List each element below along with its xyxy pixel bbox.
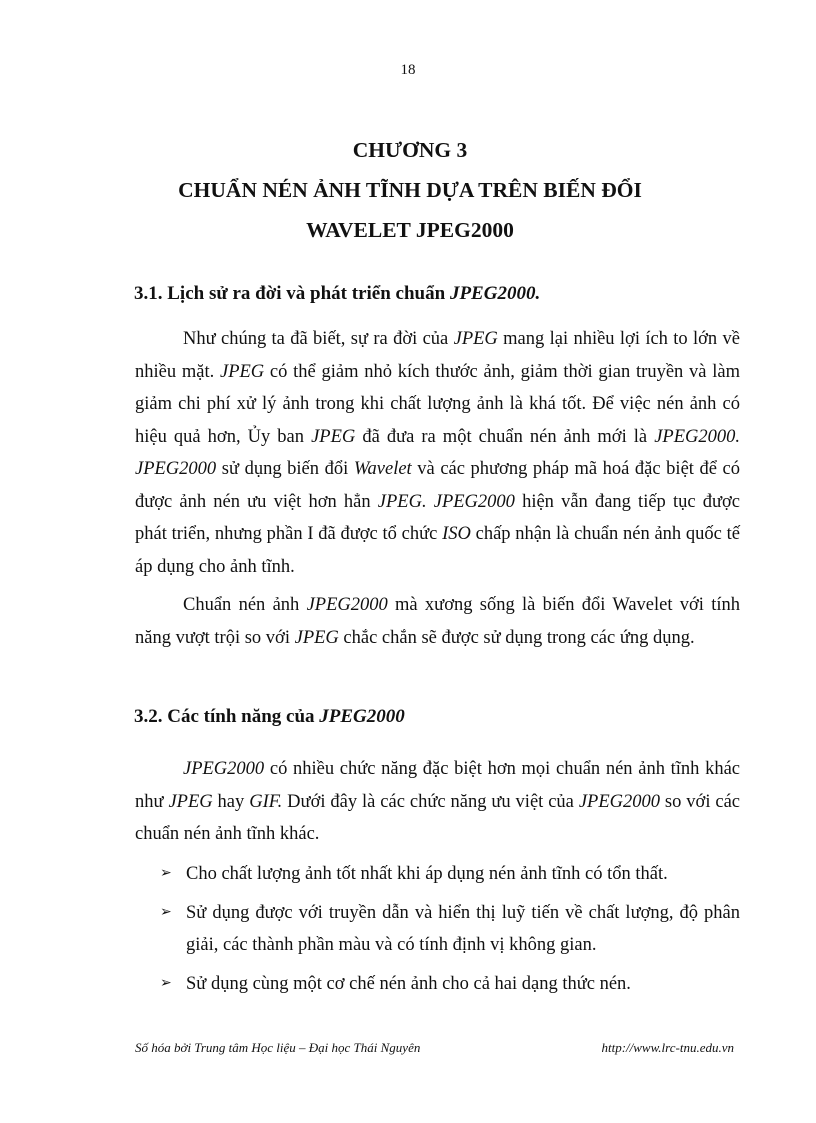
page-number: 18: [400, 62, 416, 78]
section-1-heading: [134, 283, 540, 305]
arrow-right-icon: ➢: [160, 904, 172, 920]
chapter-title: [100, 130, 720, 250]
emphasis-text: JPEG: [294, 627, 339, 648]
emphasis-text: GIF.: [249, 791, 283, 812]
emphasis-text: JPEG2000: [578, 791, 660, 812]
emphasis-text: JPEG: [311, 426, 356, 447]
emphasis-text: JPEG2000. JPEG2000: [135, 426, 741, 479]
body-text: đã đưa ra một chuẩn nén ảnh mới là: [355, 426, 655, 447]
section-1-paragraph-2: [135, 589, 740, 654]
section-2-heading: [134, 706, 405, 728]
body-text: và các phương pháp mã hoá đặc biệt để có được ảnh nén ưu việt hơn hẳn: [135, 459, 741, 512]
body-text: chắc chắn sẽ được sử dụng trong các ứng dụng.: [338, 627, 695, 648]
body-text: mang lại nhiều lợi ích to lớn về nhiều mặt.: [135, 329, 740, 382]
section-2-heading-text: 3.2. Các tính năng của: [134, 706, 320, 727]
list-item: [160, 897, 740, 962]
section-1-heading-emph: JPEG2000.: [449, 283, 541, 304]
emphasis-text: ISO: [442, 524, 471, 544]
arrow-right-icon: ➢: [160, 975, 172, 991]
section-1-paragraph-1: [135, 323, 740, 583]
emphasis-text: JPEG: [219, 361, 265, 382]
body-text: hay: [212, 791, 250, 812]
section-2-body: [135, 753, 740, 851]
chapter-label: CHƯƠNG 3: [352, 138, 468, 162]
footer-source: Số hóa bởi Trung tâm Học liệu – Đại học Thái Nguyên: [135, 1040, 421, 1055]
body-text: mà xương sống là biến đổi Wavelet với tính năng vượt trội so với: [135, 595, 740, 648]
body-text: sử dụng biến đổi: [216, 459, 354, 479]
chapter-title-line-2: WAVELET JPEG2000: [306, 218, 514, 242]
body-text: có nhiều chức năng đặc biệt hơn mọi chuẩn nén ảnh tĩnh khác như: [135, 759, 740, 812]
footer-url[interactable]: http://www.lrc-tnu.edu.vn: [601, 1040, 734, 1055]
section-2-paragraph-1: [135, 753, 740, 851]
emphasis-text: JPEG: [168, 791, 213, 812]
section-2-heading-emph: JPEG2000: [319, 706, 405, 727]
emphasis-text: JPEG: [453, 329, 498, 349]
emphasis-text: Wavelet: [353, 459, 412, 479]
section-1-body: [135, 323, 740, 654]
list-item: [160, 968, 740, 1001]
body-text: chấp nhận là chuẩn nén ảnh quốc tế áp dụng cho ảnh tĩnh.: [135, 524, 740, 577]
body-text: Dưới đây là các chức năng ưu việt của: [282, 791, 579, 812]
section-1-heading-text: 3.1. Lịch sử ra đời và phát triển chuẩn: [134, 283, 450, 304]
emphasis-text: JPEG2000: [306, 595, 388, 615]
body-text: có thể giảm nhỏ kích thước ảnh, giảm thời gian truyền và làm giảm chi phí xử lý ảnh trong khi chất lượng ảnh là khá tốt. Để việc nén ảnh có hiệu quả hơn, Ủy ban: [135, 361, 740, 447]
arrow-right-icon: ➢: [160, 866, 172, 881]
list-item: [160, 858, 740, 891]
body-text: so với các chuẩn nén ảnh tĩnh khác.: [135, 791, 741, 844]
emphasis-text: JPEG. JPEG2000: [377, 491, 515, 512]
body-text: Chuẩn nén ảnh: [183, 595, 307, 615]
body-text: hiện vẫn đang tiếp tục được phát triển, nhưng phần I đã được tổ chức: [135, 491, 740, 544]
feature-list: [160, 858, 740, 1000]
chapter-title-line-1: CHUẨN NÉN ẢNH TĨNH DỰA TRÊN BIẾN ĐỔI: [178, 178, 642, 202]
body-text: Như chúng ta đã biết, sự ra đời của: [183, 329, 454, 349]
emphasis-text: JPEG2000: [183, 759, 265, 779]
list-item-text: Cho chất lượng ảnh tốt nhất khi áp dụng nén ảnh tĩnh có tổn thất.: [186, 864, 668, 884]
list-item-text: Sử dụng cùng một cơ chế nén ảnh cho cả hai dạng thức nén.: [186, 973, 631, 994]
list-item-text: Sử dụng được với truyền dẫn và hiển thị luỹ tiến về chất lượng, độ phân giải, các thành phần màu và có tính định vị không gian.: [186, 902, 740, 955]
